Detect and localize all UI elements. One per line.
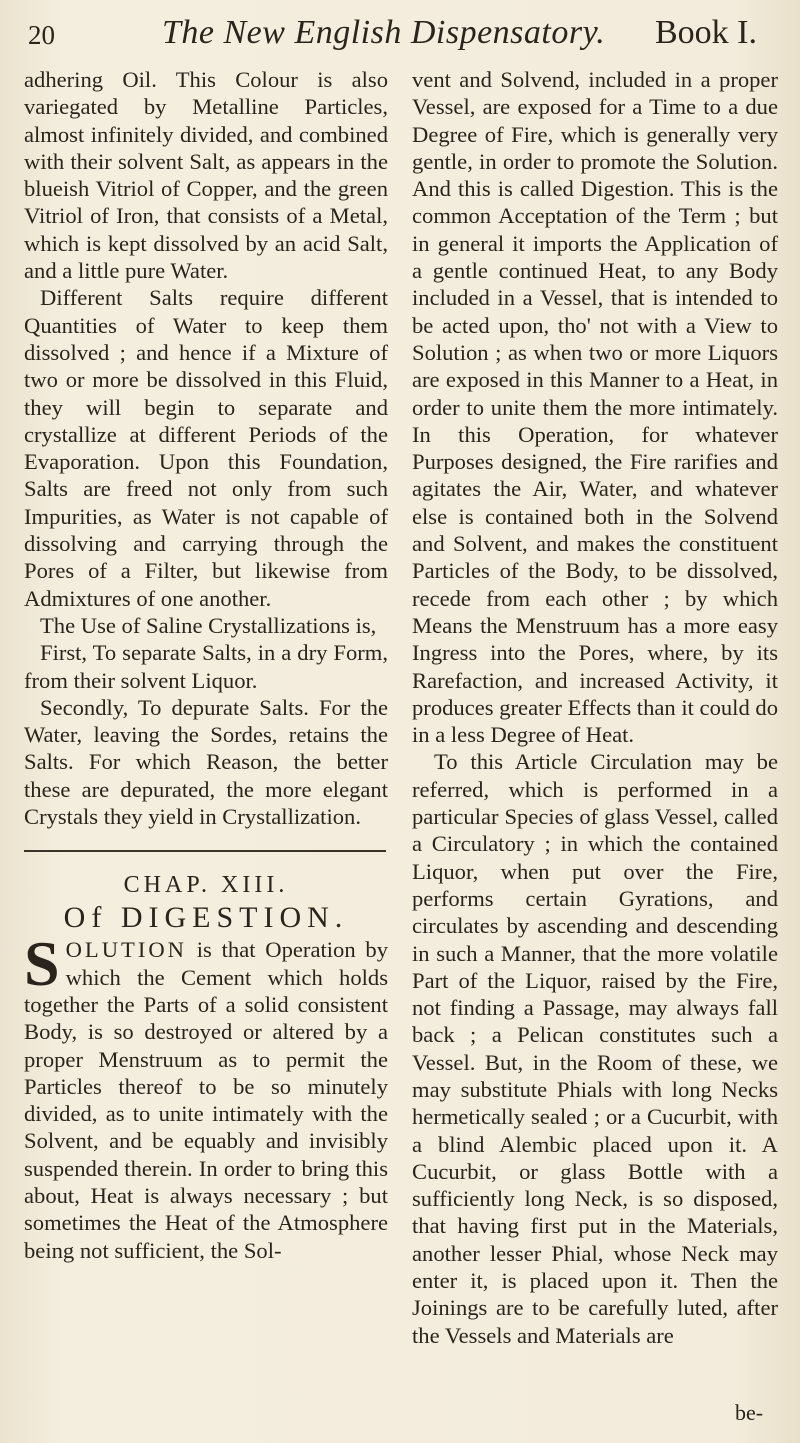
book-number: Book I. xyxy=(655,14,757,51)
right-column xyxy=(412,66,778,1349)
paragraph-secondly: Secondly, To depurate Salts. For the Water, leaving the Sordes, retains the Salts. For which Reason, the better these are depurated, the more elegant Crystals they yield in Crystallization. xyxy=(24,694,388,830)
chapter-title: Of DIGESTION. xyxy=(63,901,349,935)
running-header xyxy=(0,0,800,58)
catchword: be- xyxy=(735,1400,764,1425)
chapter-heading: CHAP. XIII. xyxy=(123,872,289,899)
paragraph-circulation: To this Article Circulation may be referred, which is performed in a particular Species of glass Vessel, called a Circulatory ; in which the contained Liquor, when put over the Fire, performs certain Gyrations, and circulates by ascending and descending in such a Manner, that the more volatile Part of the Liquor, raised by the Fire, not finding a Passage, may always fall back ; a Pelican constitutes such a Vessel. But, in the Room of these, we may substitute Phials with long Necks hermetically sealed ; or a Cucurbit, with a blind Alembic placed upon it. A Cucurbit, or glass Bottle with a sufficiently long Neck, is so disposed, that having first put in the Materials, another lesser Phial, whose Neck may enter it, is placed upon it. Then the Joinings are to be carefully luted, after the Vessels and Materials are xyxy=(412,749,778,1348)
chapter-lead-word: OLUTION xyxy=(65,937,187,963)
chapter-opening-paragraph xyxy=(24,928,388,1264)
paragraph-digestion: vent and Solvend, included in a proper Vessel, are exposed for a Time to a due Degree of Fire, which is generally very gentle, in order to promote the Solution. And this is called Digestion. This is the common Acceptation of the Term ; but in general it imports the Application of a gentle continued Heat, to any Body included in a Vessel, that is intended to be acted upon, tho' not with a View to Solution ; as when two or more Liquors are exposed in this Manner to a Heat, in order to unite them the more intimately. In this Operation, for whatever Purposes designed, the Fire rarifies and agitates the Air, Water, and whatever else is contained both in the Solvend and Solvent, and makes the constituent Particles of the Body, to be dissolved, recede from each other ; by which Means the Menstruum has a more easy Ingress into the Pores, where, by its Rarefaction, and increased Activity, it produces greater Effects than it could do in a less Degree of Heat. xyxy=(412,67,778,748)
section-divider xyxy=(24,850,386,852)
paragraph-first: First, To separate Salts, in a dry Form, from their solvent Liquor. xyxy=(24,640,388,693)
paragraph-different-salts: Different Salts require different Quantities of Water to keep them dissolved ; and hence if a Mixture of two or more be dissolved in this Fluid, they will begin to separate and crystallize at different Periods of the Evaporation. Upon this Foundation, Salts are freed not only from such Impurities, as Water is not capable of dissolving and carrying through the Pores of a Filter, but likewise from Admixtures of one another. xyxy=(24,285,388,611)
paragraph-use-of-crystallizations: The Use of Saline Crystallizations is, xyxy=(40,612,377,638)
drop-cap: S xyxy=(24,928,60,1000)
left-column xyxy=(24,66,388,1264)
page-number: 20 xyxy=(28,20,55,50)
paragraph-colour: adhering Oil. This Colour is also variegated by Metalline Particles, almost infinitely divided, and combined with their solvent Salt, as appears in the blueish Vitriol of Copper, and the green Vitriol of Iron, that consists of a Metal, which is kept dissolved by an acid Salt, and a little pure Water. xyxy=(24,67,388,284)
chapter-text: is that Operation by which the Cement which holds together the Parts of a solid consistent Body, is so destroyed or altered by a proper Menstruum as to permit the Particles thereof to be so minutely divided, as to unite intimately with the Solvent, and be equably and invisibly suspended therein. In order to bring this about, Heat is always necessary ; but sometimes the Heat of the Atmosphere being not sufficient, the Sol- xyxy=(24,937,388,1263)
running-title: The New English Dispensatory. xyxy=(162,14,606,51)
